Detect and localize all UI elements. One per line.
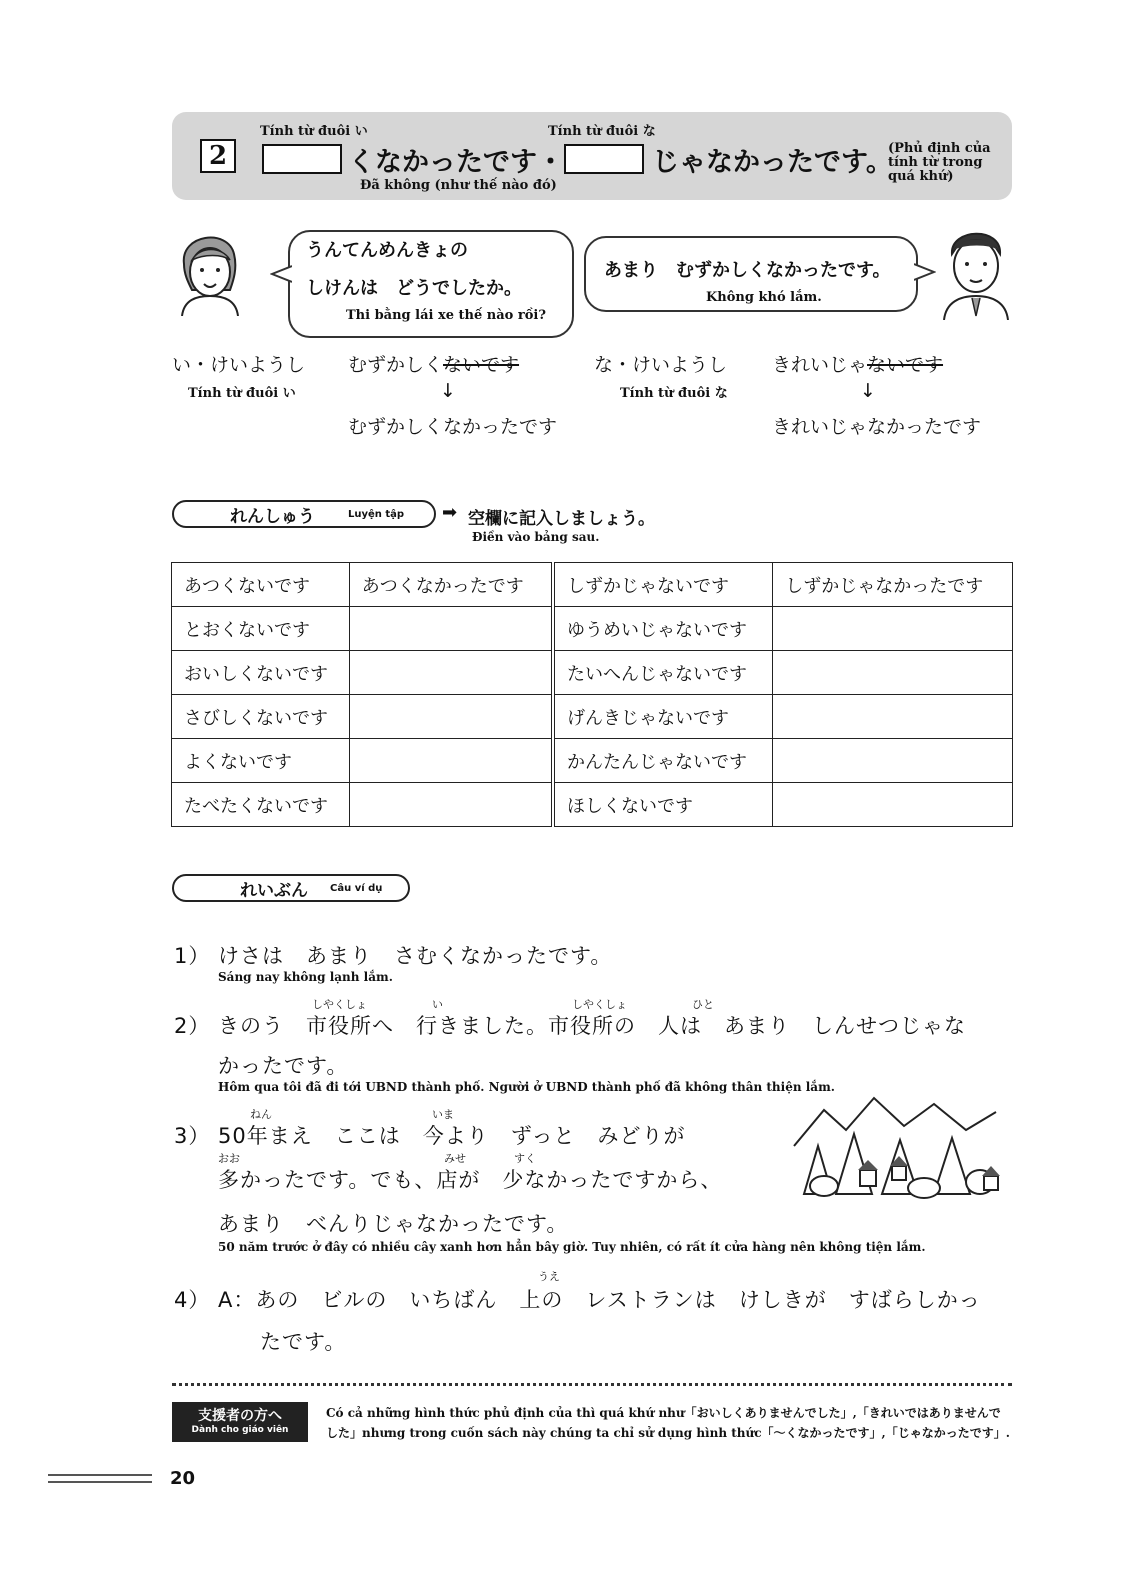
page-number-rule <box>48 1474 152 1476</box>
example-1-number: 1） <box>174 944 211 968</box>
examples-label-vi: Câu ví dụ <box>330 883 383 894</box>
practice-table <box>171 562 1013 827</box>
teacher-note-label-jp: 支援者の方へ <box>198 1408 282 1424</box>
teacher-note-line-1: Có cả những hình thức phủ định của thì quá khứ như「おいしくありませんでした」,「きれいではありませんで <box>326 1406 1001 1420</box>
table-row <box>172 651 1013 695</box>
example-3-line-1: 50年まえ ここは 今より ずっと みどりが <box>218 1124 686 1148</box>
furigana: い <box>432 998 443 1011</box>
example-2-line-2: かったです。 <box>218 1054 349 1078</box>
table-cell: よくないです <box>172 739 350 783</box>
table-row <box>172 739 1013 783</box>
practice-instruction: 空欄に記入しましょう。 <box>468 509 655 529</box>
lesson-number: 2 <box>200 139 236 173</box>
furigana: ひと <box>692 998 714 1011</box>
i-adjective-blank <box>262 144 342 174</box>
table-cell: たいへんじゃないです <box>553 651 773 695</box>
i-adjective-example: むずかしくないです <box>348 354 520 376</box>
na-adjective-heading-vi: Tính từ đuôi な <box>620 386 728 401</box>
i-adjective-result: むずかしくなかったです <box>348 416 558 438</box>
woman-illustration <box>170 224 250 316</box>
answer-cell[interactable] <box>349 607 553 651</box>
practice-label-jp: れんしゅう <box>230 507 315 527</box>
table-cell: しずかじゃなかったです <box>773 563 1013 607</box>
examples-label-jp: れいぶん <box>240 881 308 901</box>
furigana: いま <box>432 1108 454 1121</box>
example-3-translation: 50 năm trước ở đây có nhiều cây xanh hơn hẳn bây giờ. Tuy nhiên, có rất ít cửa hàng nên không tiện lắm. <box>218 1240 926 1254</box>
table-cell: ほしくないです <box>553 783 773 827</box>
i-adjective-label: Tính từ đuôi い <box>260 124 368 139</box>
down-arrow-icon: ↓ <box>860 380 876 402</box>
example-2-translation: Hôm qua tôi đã đi tới UBND thành phố. Người ở UBND thành phố đã không thân thiện lắm. <box>218 1080 835 1094</box>
teacher-note-label-vi: Dành cho giáo viên <box>191 1425 289 1435</box>
page-number: 20 <box>170 1468 196 1489</box>
na-adjective-blank <box>564 144 644 174</box>
example-4-line-1: A：あの ビルの いちばん 上の レストランは けしきが すばらしかっ <box>218 1288 981 1312</box>
pattern-note: (Phủ định của tính từ trong quá khứ) <box>888 141 991 184</box>
table-cell: ゆうめいじゃないです <box>553 607 773 651</box>
practice-label-vi: Luyện tập <box>348 509 405 520</box>
pattern-i-adjective: くなかったです・ <box>348 147 564 178</box>
teacher-note-line-2: した」nhưng trong cuốn sách này chúng ta chỉ sử dụng hình thức「～くなかったです」,「じゃなかったです」. <box>326 1426 1010 1440</box>
man-illustration <box>936 220 1016 320</box>
example-1-text: けさは あまり さむくなかったです。 <box>218 944 613 968</box>
bubble-tail-right <box>914 262 936 282</box>
table-row <box>172 607 1013 651</box>
na-adjective-heading: な・けいようし <box>594 354 728 376</box>
question-line-2: しけんは どうでしたか。 <box>306 278 522 299</box>
furigana: ねん <box>250 1108 272 1121</box>
table-cell: さびしくないです <box>172 695 350 739</box>
na-adjective-example: きれいじゃないです <box>772 354 944 376</box>
furigana: みせ <box>444 1152 466 1165</box>
table-row <box>172 783 1013 827</box>
table-cell: あつくないです <box>172 563 350 607</box>
example-3-number: 3） <box>174 1124 211 1148</box>
example-3-line-3: あまり べんりじゃなかったです。 <box>218 1212 569 1236</box>
answer-text: あまり むずかしくなかったです。 <box>604 260 891 281</box>
pattern-meaning: Đã không (như thế nào đó) <box>360 178 557 193</box>
table-row <box>172 563 1013 607</box>
answer-cell[interactable] <box>773 695 1013 739</box>
right-arrow-icon: ➡ <box>442 502 458 523</box>
i-adjective-heading: い・けいようし <box>172 354 306 376</box>
table-cell: げんきじゃないです <box>553 695 773 739</box>
teacher-note-label <box>172 1402 308 1442</box>
example-3-line-2: 多かったです。でも、店が 少なかったですから、 <box>218 1168 723 1192</box>
answer-cell[interactable] <box>773 783 1013 827</box>
i-adjective-heading-vi: Tính từ đuôi い <box>188 386 296 401</box>
table-cell: しずかじゃないです <box>553 563 773 607</box>
pattern-na-adjective: じゃなかったです。 <box>652 147 893 178</box>
answer-cell[interactable] <box>773 739 1013 783</box>
question-line-1: うんてんめんきょの <box>306 240 468 261</box>
down-arrow-icon: ↓ <box>440 380 456 402</box>
example-4-number: 4） <box>174 1288 211 1312</box>
answer-cell[interactable] <box>349 695 553 739</box>
example-2-number: 2） <box>174 1014 211 1038</box>
page-number-rule <box>48 1481 152 1483</box>
question-translation: Thi bằng lái xe thế nào rồi? <box>346 308 546 323</box>
furigana: しやくしょ <box>312 998 367 1011</box>
na-adjective-result: きれいじゃなかったです <box>772 416 982 438</box>
forest-illustration <box>784 1090 1006 1202</box>
answer-cell[interactable] <box>349 739 553 783</box>
example-1-translation: Sáng nay không lạnh lắm. <box>218 970 393 984</box>
practice-instruction-vi: Điền vào bảng sau. <box>472 530 600 544</box>
answer-cell[interactable] <box>349 783 553 827</box>
example-4-line-2: たです。 <box>260 1330 347 1354</box>
example-2-line-1: きのう 市役所へ 行きました。市役所の 人は あまり しんせつじゃな <box>218 1014 966 1038</box>
table-cell: かんたんじゃないです <box>553 739 773 783</box>
table-cell: あつくなかったです <box>349 563 553 607</box>
table-cell: とおくないです <box>172 607 350 651</box>
table-row <box>172 695 1013 739</box>
answer-cell[interactable] <box>773 651 1013 695</box>
section-divider <box>172 1383 1012 1386</box>
furigana: うえ <box>538 1270 560 1283</box>
answer-cell[interactable] <box>349 651 553 695</box>
table-cell: おいしくないです <box>172 651 350 695</box>
furigana: しやくしょ <box>572 998 627 1011</box>
answer-cell[interactable] <box>773 607 1013 651</box>
answer-translation: Không khó lắm. <box>706 290 822 305</box>
na-adjective-label: Tính từ đuôi な <box>548 124 656 139</box>
table-cell: たべたくないです <box>172 783 350 827</box>
bubble-tail-left <box>270 264 292 284</box>
furigana: すく <box>514 1152 536 1165</box>
furigana: おお <box>218 1152 240 1165</box>
